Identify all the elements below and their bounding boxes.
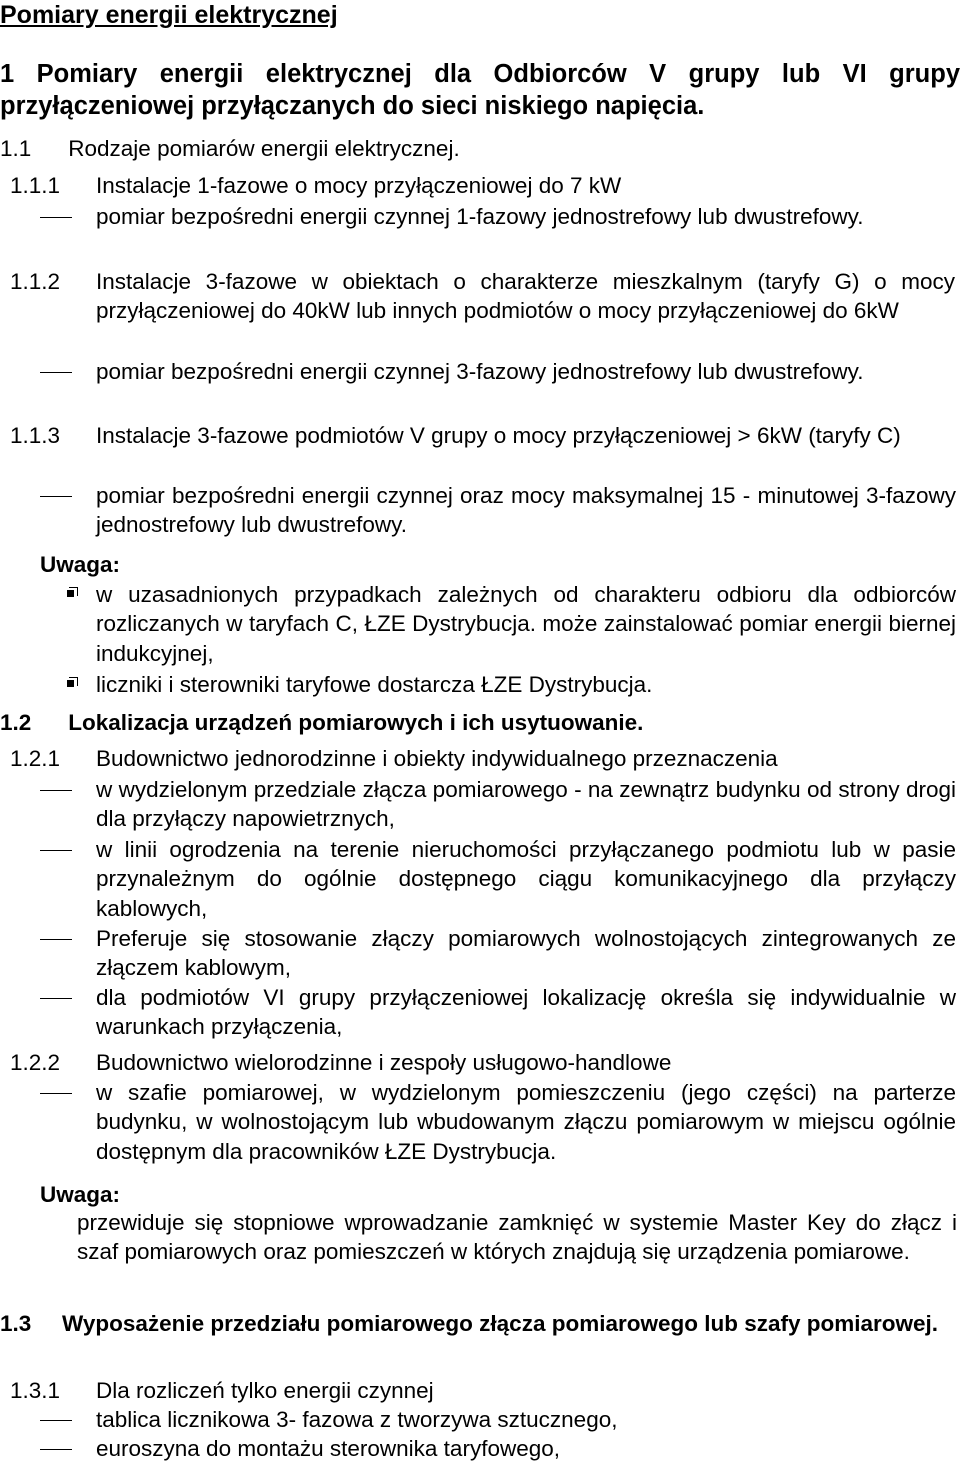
list-item: w szafie pomiarowej, w wydzielonym pomieszczeniu (jego części) na parterze budynku, w wolnostojącym lub wbudowanym złączu pomiarowym w miejscu ogólnie dostępnym dla pracowników ŁZE Dystrybucja.	[96, 1080, 956, 1164]
page-title: Pomiary energii elektrycznej	[0, 1, 338, 29]
dash-bullet	[40, 372, 72, 373]
section-1-2-heading	[0, 708, 643, 737]
section-number: 1.2.1	[10, 746, 61, 771]
list-item: w wydzielonym przedziale złącza pomiarowego - na zewnątrz budynku od strony drogi dla przyłączy napowietrznych,	[96, 777, 956, 832]
list-item: tablica licznikowa 3- fazowa z tworzywa sztucznego,	[96, 1407, 618, 1432]
dash-bullet	[40, 939, 72, 940]
section-title: Wyposażenie przedziału pomiarowego złącza pomiarowego lub szafy pomiarowej.	[62, 1311, 939, 1336]
dash-bullet	[40, 790, 72, 791]
section-1-3-1	[10, 1376, 955, 1405]
section-number: 1.1	[0, 136, 32, 161]
dash-bullet	[40, 850, 72, 851]
note-text: przewiduje się stopniowe wprowadzanie zamknięć w systemie Master Key do złącz i szaf pomiarowych oraz pomieszczeń w których znajdują się urządzenia pomiarowe.	[77, 1210, 957, 1265]
section-title: Instalacje 3-fazowe podmiotów V grupy o mocy przyłączeniowej > 6kW (taryfy C)	[96, 423, 901, 448]
section-title: Lokalizacja urządzeń pomiarowych i ich usytuowanie.	[68, 710, 644, 735]
dash-bullet	[40, 1449, 72, 1450]
list-item: dla podmiotów VI grupy przyłączeniowej lokalizację określa się indywidualnie w warunkach przyłączenia,	[96, 985, 956, 1040]
section-1-heading	[0, 58, 960, 122]
square-bullet-icon	[67, 680, 74, 687]
section-number: 1.1.1	[10, 173, 61, 198]
section-1-1-2	[10, 267, 955, 326]
section-1-1-heading	[0, 134, 460, 163]
section-title: Rodzaje pomiarów energii elektrycznej.	[68, 136, 460, 161]
section-title: Dla rozliczeń tylko energii czynnej	[96, 1378, 434, 1403]
square-bullet-icon	[67, 590, 74, 597]
dash-bullet	[40, 1093, 72, 1094]
note-item: liczniki i sterowniki taryfowe dostarcza ŁZE Dystrybucja.	[96, 672, 653, 697]
section-1-2-1	[10, 744, 955, 773]
note-label: Uwaga:	[40, 1182, 121, 1207]
list-item: pomiar bezpośredni energii czynnej 3-fazowy jednostrefowy lub dwustrefowy.	[96, 359, 864, 384]
section-title: Instalacje 3-fazowe w obiektach o charakterze mieszkalnym (taryfy G) o mocy przyłączeniowej do 40kW lub innych podmiotów o mocy przyłączeniowej do 6kW	[96, 269, 955, 324]
section-number: 1	[0, 60, 15, 88]
section-1-1-3	[10, 421, 955, 450]
section-title: Instalacje 1-fazowe o mocy przyłączeniowej do 7 kW	[96, 173, 622, 198]
section-number: 1.1.3	[10, 423, 61, 448]
note-item: w uzasadnionych przypadkach zależnych od charakteru odbioru dla odbiorców rozliczanych w taryfach C, ŁZE Dystrybucja. może zainstalować pomiar energii biernej indukcyjnej,	[96, 582, 956, 666]
section-number: 1.3	[0, 1311, 32, 1336]
list-item: Preferuje się stosowanie złączy pomiarowych wolnostojących zintegrowanych ze złączem kablowym,	[96, 926, 956, 981]
section-title: Budownictwo wielorodzinne i zespoły usługowo-handlowe	[96, 1050, 672, 1075]
section-number: 1.3.1	[10, 1378, 61, 1403]
section-number: 1.1.2	[10, 269, 61, 294]
list-item: w linii ogrodzenia na terenie nieruchomości przyłączanego podmiotu lub w pasie przynależnym do ogólnie dostępnego ciągu komunikacyjnego dla przyłączy kablowych,	[96, 837, 956, 921]
section-1-3-heading	[0, 1309, 956, 1338]
dash-bullet	[40, 1420, 72, 1421]
section-title: Budownictwo jednorodzinne i obiekty indywidualnego przeznaczenia	[96, 746, 778, 771]
dash-bullet	[40, 998, 72, 999]
section-1-1-1	[10, 171, 955, 200]
dash-bullet	[40, 217, 72, 218]
section-title: Pomiary energii elektrycznej dla Odbiorców V grupy lub VI grupy przyłączeniowej przyłączanych do sieci niskiego napięcia.	[0, 60, 960, 120]
list-item: pomiar bezpośredni energii czynnej oraz mocy maksymalnej 15 - minutowej 3-fazowy jednostrefowy lub dwustrefowy.	[96, 483, 956, 538]
list-item: euroszyna do montażu sterownika taryfowego,	[96, 1436, 560, 1461]
section-1-2-2	[10, 1048, 955, 1077]
note-label: Uwaga:	[40, 552, 121, 577]
section-number: 1.2.2	[10, 1050, 61, 1075]
list-item: pomiar bezpośredni energii czynnej 1-fazowy jednostrefowy lub dwustrefowy.	[96, 204, 864, 229]
section-number: 1.2	[0, 710, 32, 735]
dash-bullet	[40, 496, 72, 497]
